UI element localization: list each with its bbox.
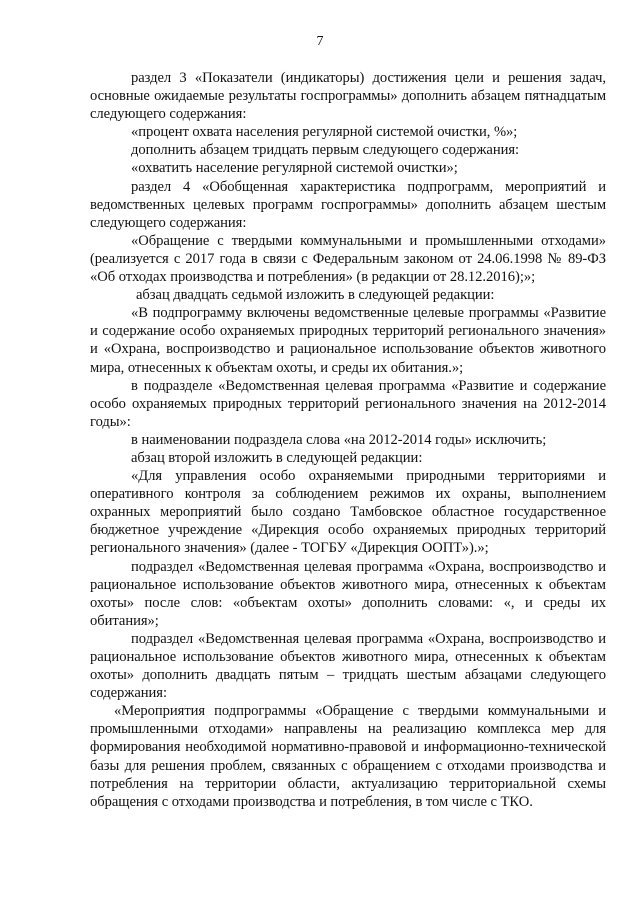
paragraph-second-new-edition: абзац второй изложить в следующей редакции:	[131, 449, 423, 466]
paragraph-waste-subprogram-quote: «Обращение с твердыми коммунальными и промышленными отходами» (реализуется с 2017 года в связи с Федеральным законом от 24.06.1998 № 89-ФЗ «Об отходах производства и потребления» (в редакции от 28.12.2016);»;	[90, 232, 606, 286]
paragraph-subsection-protected-areas: в подразделе «Ведомственная целевая программа «Развитие и содержание особо охраняемых природных территорий регионального значения на 2012-2014 годы»:	[90, 377, 606, 430]
paragraph-remove-years: в наименовании подраздела слова «на 2012-2014 годы» исключить;	[131, 431, 547, 448]
paragraph-indicator-quote: «процент охвата населения регулярной системой очистки, %»;	[131, 124, 518, 141]
paragraph-section-4-addition: раздел 4 «Обобщенная характеристика подпрограмм, мероприятий и ведомственных целевых программ госпрограммы» дополнить абзацем шестым следующего содержания:	[90, 178, 606, 231]
paragraph-waste-measures-quote: «Мероприятия подпрограммы «Обращение с твердыми коммунальными и промышленными отходами» направлены на реализацию комплекса мер для формирования необходимой нормативно-правовой и информационно-технической базы для решения проблем, связанных с обращением с отходами производства и потребления на территории области, актуализацию территориальной схемы обращения с отходами производства и потребления, в том числе с ТКО.	[90, 703, 606, 810]
paragraph-cover-population-quote: «охватить население регулярной системой очистки»;	[131, 160, 458, 177]
paragraph-wildlife-subsection-addition: подраздел «Ведомственная целевая программа «Охрана, воспроизводство и рациональное использование объектов животного мира, отнесенных к объектам охоты» после слов: «объектам охоты» дополнить словами: «, и среды их обитания»;	[90, 558, 606, 629]
paragraph-add-31st: дополнить абзацем тридцать первым следующего содержания:	[131, 142, 520, 159]
document-body	[90, 69, 606, 811]
paragraph-subprogram-included-quote: «В подпрограмму включены ведомственные целевые программы «Развитие и содержание особо охраняемых природных территорий регионального значения» и «Охрана, воспроизводство и рациональное использование объектов животного мира, отнесенных к объектам охоты, и среды их обитания.»;	[90, 305, 606, 376]
page-number: 7	[316, 34, 324, 49]
paragraph-management-quote: «Для управления особо охраняемыми природными территориями и оперативного контроля за соблюдением режимов их охраны, выполнением охранных мероприятий было создано Тамбовское областное государственное бюджетное учреждение «Дирекция особо охраняемых природных территорий регионального значения» (далее - ТОГБУ «Дирекция ООПТ»).»;	[90, 468, 606, 557]
paragraph-wildlife-subsection-paragraphs: подраздел «Ведомственная целевая программа «Охрана, воспроизводство и рациональное использование объектов животного мира, отнесенных к объектам охоты» дополнить двадцать пятым – тридцать шестым абзацами следующего содержания:	[90, 630, 606, 702]
paragraph-section-3-addition: раздел 3 «Показатели (индикаторы) достижения цели и решения задач, основные ожидаемые результаты госпрограммы» дополнить абзацем пятнадцатым следующего содержания:	[90, 70, 606, 123]
paragraph-27th-new-edition: абзац двадцать седьмой изложить в следующей редакции:	[136, 287, 495, 304]
